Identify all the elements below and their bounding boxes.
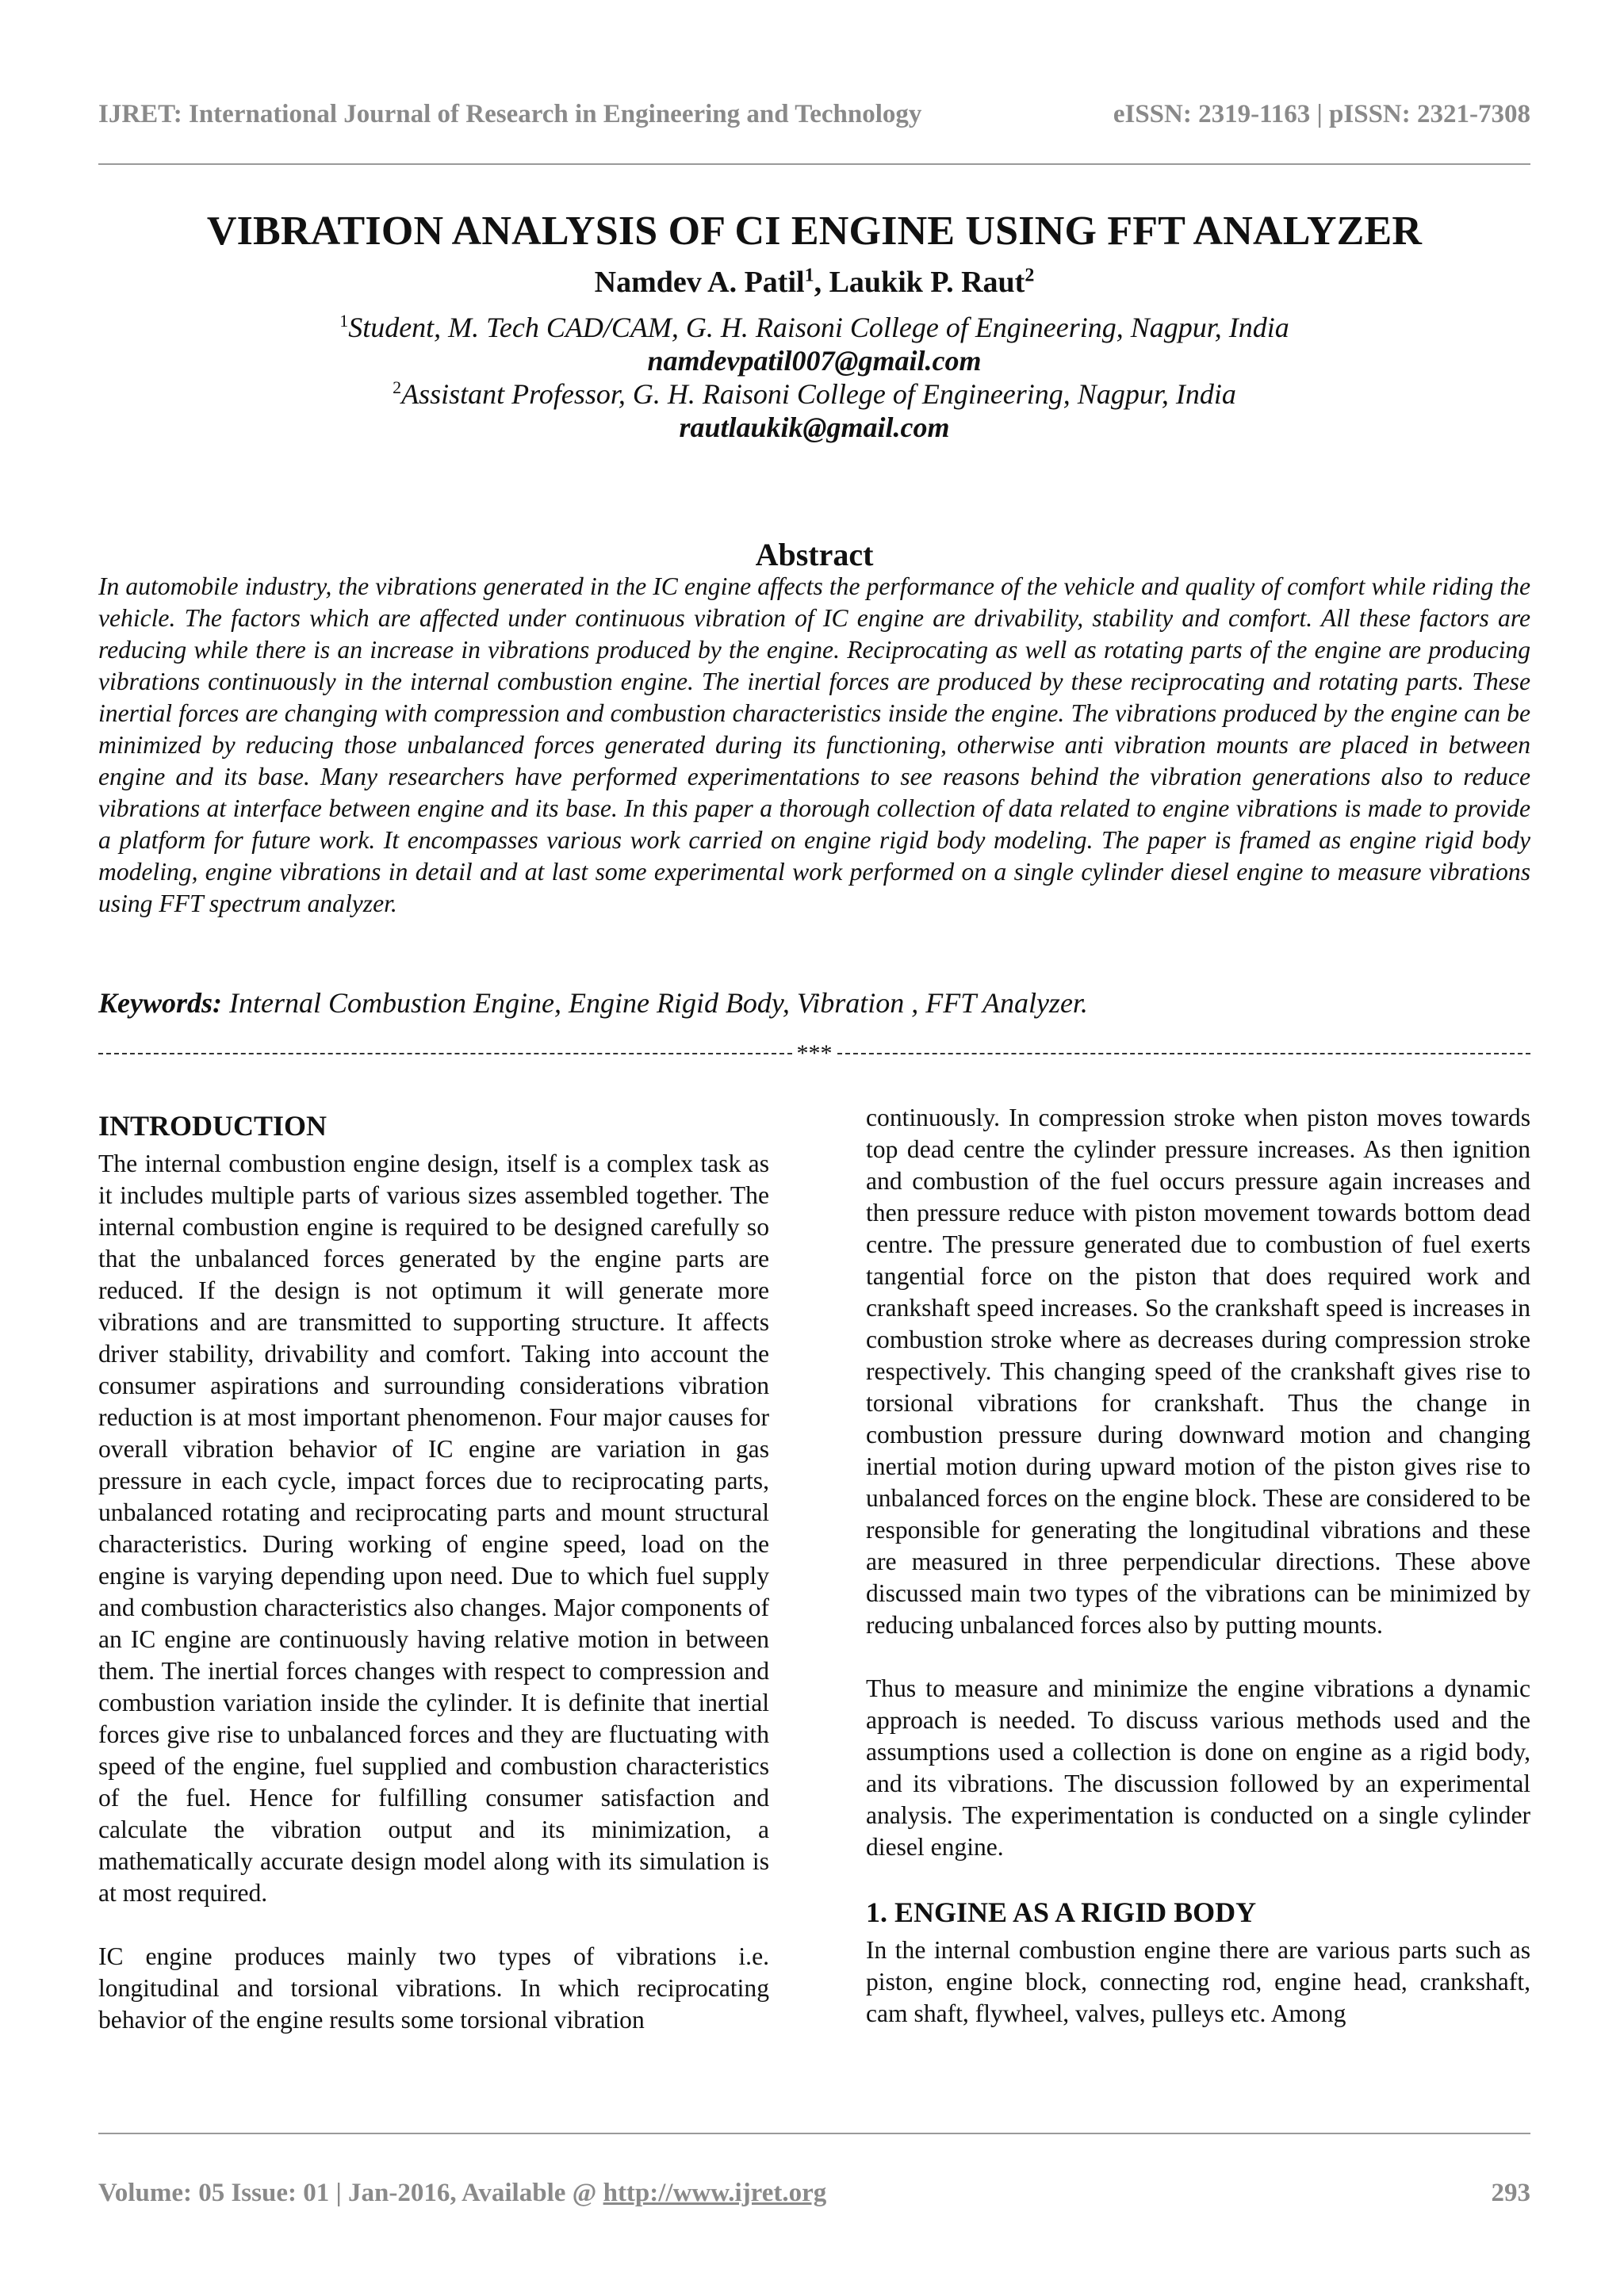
journal-link[interactable]: http://www.ijret.org bbox=[603, 2179, 827, 2207]
email-2: rautlaukik@gmail.com bbox=[679, 411, 950, 443]
volume-text: Volume: 05 Issue: 01 | Jan-2016, Available @ bbox=[98, 2179, 603, 2207]
left-column bbox=[98, 1102, 769, 2036]
abstract-heading: Abstract bbox=[755, 537, 874, 572]
author-line bbox=[98, 265, 1530, 300]
introduction-paragraph-2: IC engine produces mainly two types of vibrations i.e. longitudinal and torsional vibrations. In which reciprocating behavior of the engine results some torsional vibration bbox=[98, 1942, 769, 2034]
section-separator bbox=[98, 1040, 1530, 1067]
keywords-label: Keywords: bbox=[98, 987, 222, 1019]
email-1: namdevpatil007@gmail.com bbox=[647, 345, 982, 377]
introduction-heading: INTRODUCTION bbox=[98, 1110, 327, 1142]
affiliation-2-sup: 2 bbox=[393, 377, 402, 397]
affiliation-1 bbox=[98, 311, 1530, 344]
right-paragraph-2: Thus to measure and minimize the engine vibrations a dynamic approach is needed. To discuss various methods used and the assumptions used a collection is done on engine as a rigid body, and its vibrations. The discussion followed by an experimental analysis. The experimentation is conducted on a single cylinder diesel engine. bbox=[866, 1674, 1530, 1861]
author-2-sup: 2 bbox=[1025, 265, 1035, 286]
separator-dashes-left bbox=[98, 1053, 792, 1054]
keywords-text: Internal Combustion Engine, Engine Rigid Body, Vibration , FFT Analyzer. bbox=[222, 987, 1088, 1019]
affiliation-1-sup: 1 bbox=[339, 311, 349, 331]
rigid-body-heading: 1. ENGINE AS A RIGID BODY bbox=[866, 1896, 1257, 1928]
right-paragraph-1: continuously. In compression stroke when piston moves towards top dead centre the cylinder pressure increases. As then ignition and combustion of the fuel occurs pressure again increases and then pressure reduce with piston movement towards bottom dead centre. The pressure generated due to combustion of fuel exerts tangential force on the piston that does required work and crankshaft speed increases. So the crankshaft speed is increases in combustion stroke where as decreases during compression stroke respectively. This changing speed of the crankshaft gives rise to torsional vibrations for crankshaft. Thus the change in combustion pressure during downward motion and changing inertial motion during upward motion of the piston gives rise to unbalanced forces on the engine block. These are considered to be responsible for generating the longitudinal vibrations and these are measured in three perpendicular directions. These above discussed main two types of the vibrations can be minimized by reducing unbalanced forces also by putting mounts. bbox=[866, 1104, 1530, 1639]
abstract-text: In automobile industry, the vibrations generated in the IC engine affects the performance of the vehicle and quality of comfort while riding the vehicle. The factors which are affected under continuous vibration of IC engine are drivability, stability and comfort. All these factors are reducing while there is an increase in vibrations produced by the engine. Reciprocating as well as rotating parts of the engine are producing vibrations continuously in the internal combustion engine. The inertial forces are produced by these reciprocating and rotating parts. These inertial forces are changing with compression and combustion characteristics inside the engine. The vibrations produced by the engine can be minimized by reducing those unbalanced forces generated during its functioning, otherwise anti vibration mounts are placed in between engine and its base. Many researchers have performed experimentations to see reasons behind the vibration generations also to reduce vibrations at interface between engine and its base. In this paper a thorough collection of data related to engine vibrations is made to provide a platform for future work. It encompasses various work carried on engine rigid body modeling. The paper is framed as engine rigid body modeling, engine vibrations in detail and at last some experimental work performed on a single cylinder diesel engine to measure vibrations using FFT spectrum analyzer. bbox=[98, 572, 1530, 917]
author-1-sup: 1 bbox=[804, 265, 814, 286]
footer-rule bbox=[98, 2133, 1530, 2134]
affiliation-1-text: Student, M. Tech CAD/CAM, G. H. Raisoni College of Engineering, Nagpur, India bbox=[348, 312, 1289, 343]
author-2: Laukik P. Raut bbox=[829, 266, 1025, 299]
separator-stars: *** bbox=[796, 1040, 833, 1066]
author-1: Namdev A. Patil bbox=[594, 266, 805, 299]
running-header bbox=[98, 100, 1530, 140]
keywords bbox=[98, 986, 1530, 1020]
affiliation-2 bbox=[98, 377, 1530, 411]
page-number: 293 bbox=[1491, 2179, 1530, 2207]
author-separator: , bbox=[814, 266, 829, 299]
rigid-body-paragraph: In the internal combustion engine there are various parts such as piston, engine block, connecting rod, engine head, crankshaft, cam shaft, flywheel, valves, pulleys etc. Among bbox=[866, 1936, 1530, 2027]
paper-title: VIBRATION ANALYSIS OF CI ENGINE USING FFT ANALYZER bbox=[206, 209, 1423, 254]
header-rule bbox=[98, 163, 1530, 165]
separator-dashes-right bbox=[837, 1053, 1531, 1054]
introduction-paragraph-1: The internal combustion engine design, itself is a complex task as it includes multiple parts of various sizes assembled together. The internal combustion engine is required to be designed carefully so that the unbalanced forces generated by the engine parts are reduced. If the design is not optimum it will generate more vibrations and are transmitted to supporting structure. It affects driver stability, drivability and comfort. Taking into account the consumer aspirations and surrounding considerations vibration reduction is at most important phenomenon. Four major causes for overall vibration behavior of IC engine are variation in gas pressure in each cycle, impact forces due to reciprocating parts, unbalanced rotating and reciprocating parts and mount structural characteristics. During working of engine speed, load on the engine is varying depending upon need. Due to which fuel supply and combustion characteristics also changes. Major components of an IC engine are continuously having relative motion in between them. The inertial forces changes with respect to compression and combustion variation inside the cylinder. It is definite that inertial forces give rise to unbalanced forces and they are fluctuating with speed of the engine, fuel supplied and combustion characteristics of the fuel. Hence for fulfilling consumer satisfaction and calculate the vibration output and its minimization, a mathematically accurate design model along with its simulation is at most required. bbox=[98, 1150, 769, 1907]
journal-name: IJRET: International Journal of Research in Engineering and Technology bbox=[98, 100, 922, 128]
issn-info: eISSN: 2319-1163 | pISSN: 2321-7308 bbox=[1113, 100, 1530, 128]
right-column bbox=[866, 1102, 1530, 2030]
volume-info bbox=[98, 2179, 826, 2208]
affiliation-2-text: Assistant Professor, G. H. Raisoni College of Engineering, Nagpur, India bbox=[401, 378, 1236, 410]
